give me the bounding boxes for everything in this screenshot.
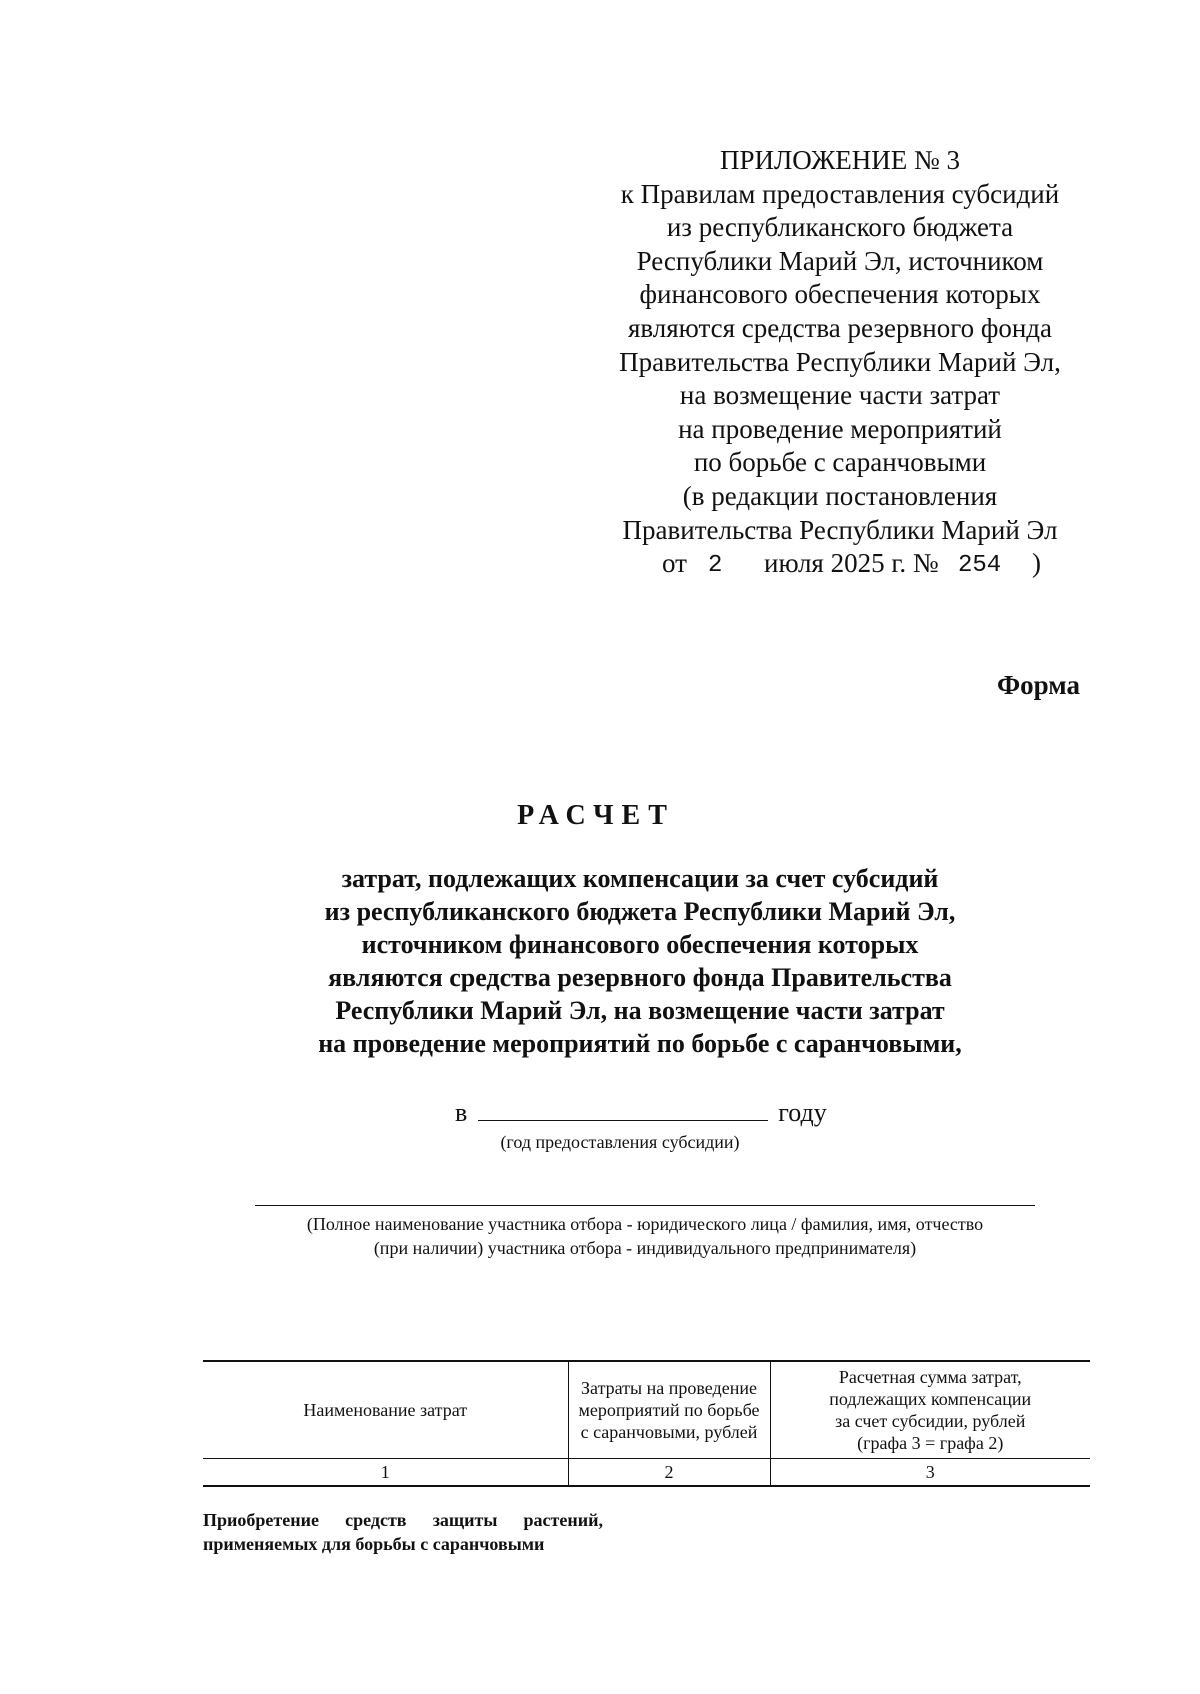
cost-row-label (203, 1508, 603, 1556)
appendix-title: ПРИЛОЖЕНИЕ № 3 (719, 145, 961, 175)
appendix-line: из республиканского бюджета (666, 212, 1014, 243)
appendix-header (600, 144, 1080, 581)
header-compensation-amount: Расчетная сумма затрат, подлежащих компенсации за счет субсидии, рублей (графа 3 = графа 2) (770, 1361, 1090, 1459)
document-subtitle (200, 862, 1080, 1060)
subtitle-line: из республиканского бюджета Республики Марий Эл, (324, 897, 956, 926)
table-header-row (203, 1361, 1090, 1459)
year-blank-field[interactable] (478, 1096, 768, 1121)
participant-name-field[interactable] (255, 1205, 1035, 1206)
subtitle-line: являются средства резервного фонда Правительства (328, 963, 952, 992)
date-month-year: июля 2025 г. № (764, 548, 939, 579)
resolution-number: 254 (958, 552, 1002, 580)
participant-name-caption (225, 1212, 1065, 1260)
subtitle-line: затрат, подлежащих компенсации за счет субсидий (341, 864, 939, 893)
date-closing-paren: ) (1032, 548, 1041, 579)
year-caption: (год предоставления субсидии) (500, 1132, 740, 1152)
column-number-row (203, 1459, 1090, 1487)
cost-row-line: Приобретение средств защиты растений, (203, 1510, 603, 1530)
year-suffix: году (778, 1098, 827, 1127)
subtitle-line: источником финансового обеспечения которых (361, 930, 919, 959)
header-cost-name: Наименование затрат (203, 1361, 568, 1459)
cost-row-line: применяемых для борьбы с саранчовыми (203, 1534, 545, 1554)
appendix-line: на проведение мероприятий (678, 413, 1002, 444)
appendix-line: являются средства резервного фонда (627, 312, 1053, 343)
year-field-row (455, 1096, 827, 1128)
column-number: 1 (203, 1459, 568, 1487)
appendix-line: Правительства Республики Марий Эл (622, 514, 1058, 545)
year-prefix: в (455, 1098, 468, 1127)
appendix-line: финансового обеспечения которых (639, 279, 1041, 310)
column-number: 3 (770, 1459, 1090, 1487)
appendix-date-line (600, 547, 1080, 581)
caption-line: (при наличии) участника отбора - индивидуального предпринимателя) (373, 1238, 917, 1258)
subtitle-line: на проведение мероприятий по борьбе с саранчовыми, (318, 1029, 962, 1058)
costs-table (203, 1360, 1090, 1487)
header-costs-amount: Затраты на проведение мероприятий по борьбе с саранчовыми, рублей (568, 1361, 770, 1459)
document-title: РАСЧЕТ (517, 800, 675, 831)
column-number: 2 (568, 1459, 770, 1487)
subtitle-line: Республики Марий Эл, на возмещение части затрат (335, 996, 945, 1025)
caption-line: (Полное наименование участника отбора - юридического лица / фамилия, имя, отчество (306, 1214, 984, 1234)
appendix-line: (в редакции постановления (682, 480, 998, 511)
appendix-line: на возмещение части затрат (679, 380, 1001, 411)
appendix-line: Республики Марий Эл, источником (636, 245, 1044, 276)
date-day: 2 (708, 552, 723, 580)
appendix-line: Правительства Республики Марий Эл, (619, 346, 1061, 377)
appendix-line: к Правилам предоставления субсидий (620, 178, 1060, 209)
appendix-line: по борьбе с саранчовыми (693, 447, 987, 478)
form-label: Форма (996, 670, 1080, 700)
date-prefix: от (662, 548, 687, 579)
